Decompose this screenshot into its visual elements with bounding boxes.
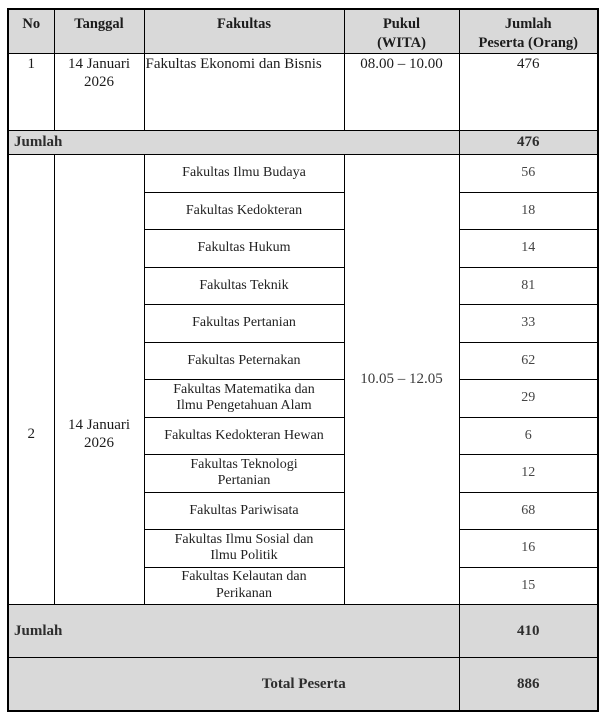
faculty-count: 33: [459, 305, 598, 343]
session2-tanggal: [54, 155, 144, 605]
col-header-pukul-line2: (WITA): [377, 35, 426, 51]
col-header-pukul: [344, 9, 459, 54]
grand-total-row: [8, 658, 598, 712]
exam-schedule-table: [7, 8, 599, 712]
faculty-name: [144, 305, 344, 343]
faculty-count: 68: [459, 492, 598, 530]
faculty-count: 12: [459, 455, 598, 493]
faculty-name-text: Fakultas Kelautan dan Perikanan: [181, 569, 307, 601]
faculty-count: 56: [459, 155, 598, 193]
session1-pukul: 08.00 – 10.00: [344, 54, 459, 131]
faculty-name-text: Fakultas Matematika dan Ilmu Pengetahuan Alam: [173, 381, 315, 414]
session1-subtotal-value: 476: [459, 131, 598, 155]
faculty-name: [144, 192, 344, 230]
grand-total-label: Total Peserta: [8, 658, 459, 712]
faculty-name: [144, 155, 344, 193]
col-header-fakultas: Fakultas: [144, 9, 344, 54]
grand-total-value: 886: [459, 658, 598, 712]
session1-fakultas: Fakultas Ekonomi dan Bisnis: [144, 54, 344, 131]
faculty-name-text: Fakultas Ilmu Sosial dan Ilmu Politik: [174, 531, 314, 564]
faculty-name: [144, 567, 344, 605]
header-row: [8, 9, 598, 54]
faculty-name-text: Fakultas Teknologi Pertanian: [190, 456, 298, 489]
session1-row: [8, 54, 598, 131]
col-header-pukul-line1: Pukul: [382, 16, 421, 32]
session1-no: 1: [8, 54, 54, 131]
faculty-name-text: Fakultas Teknik: [199, 277, 289, 293]
faculty-count: 14: [459, 230, 598, 268]
faculty-name: [144, 380, 344, 418]
session2-no: 2: [8, 155, 54, 605]
faculty-count: 62: [459, 342, 598, 380]
col-header-jumlah-line1: Jumlah: [504, 16, 552, 32]
session1-subtotal-row: [8, 131, 598, 155]
col-header-jumlah-peserta: [459, 9, 598, 54]
faculty-name: [144, 230, 344, 268]
faculty-name: [144, 342, 344, 380]
session1-tanggal-text: 14 Januari 2026: [67, 56, 131, 90]
faculty-count: 15: [459, 567, 598, 605]
faculty-name-text: Fakultas Kedokteran: [185, 202, 303, 218]
session2-subtotal-row: [8, 605, 598, 658]
faculty-count: 18: [459, 192, 598, 230]
session2-subtotal-value: 410: [459, 605, 598, 658]
session2-pukul: 10.05 – 12.05: [344, 155, 459, 605]
col-header-tanggal: Tanggal: [54, 9, 144, 54]
faculty-name: [144, 267, 344, 305]
session2-subtotal-label: Jumlah: [8, 605, 459, 658]
faculty-name-text: Fakultas Pertanian: [192, 315, 296, 330]
session1-jumlah: 476: [459, 54, 598, 131]
session1-tanggal: [54, 54, 144, 131]
faculty-name-text: Fakultas Peternakan: [187, 352, 301, 368]
faculty-count: 81: [459, 267, 598, 305]
session2-tanggal-text: 14 Januari 2026: [67, 417, 131, 451]
faculty-name-text: Fakultas Pariwisata: [189, 502, 299, 518]
faculty-count: 6: [459, 417, 598, 455]
faculty-row: [8, 155, 598, 193]
faculty-name: [144, 417, 344, 455]
faculty-name: [144, 492, 344, 530]
col-header-no: No: [8, 9, 54, 54]
faculty-name-text: Fakultas Kedokteran Hewan: [164, 427, 324, 443]
faculty-count: 29: [459, 380, 598, 418]
faculty-name: [144, 530, 344, 568]
faculty-name: [144, 455, 344, 493]
faculty-count: 16: [459, 530, 598, 568]
faculty-name-text: Fakultas Ilmu Budaya: [182, 165, 306, 180]
session1-subtotal-label: Jumlah: [8, 131, 459, 155]
faculty-name-text: Fakultas Hukum: [197, 240, 291, 255]
col-header-jumlah-line2: Peserta (Orang): [478, 35, 578, 51]
